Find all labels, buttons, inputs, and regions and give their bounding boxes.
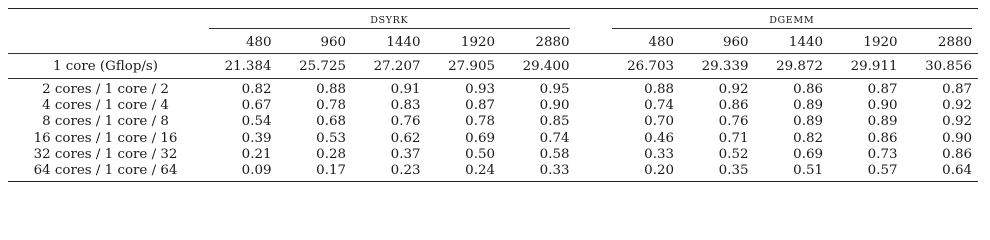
table-cell: 0.90 — [539, 98, 570, 114]
size-header: 1920 — [460, 35, 495, 50]
table-cell: 0.17 — [316, 163, 346, 179]
table-cell: 29.911 — [850, 58, 898, 74]
size-header: 1920 — [863, 35, 898, 50]
table-cell: 21.384 — [224, 58, 272, 74]
table-cell: 0.64 — [942, 163, 972, 179]
table-cell: 0.86 — [867, 130, 898, 146]
size-header: 960 — [722, 35, 749, 50]
table-cell: 27.905 — [448, 58, 495, 74]
table-cell: 0.91 — [390, 82, 421, 98]
table-cell: 0.54 — [241, 114, 272, 130]
table-row — [8, 79, 978, 99]
column-gap — [576, 114, 606, 130]
group-label-dsyrk: DSYRK — [209, 15, 570, 29]
table-cell: 0.35 — [718, 163, 749, 179]
table-cell: 0.90 — [942, 130, 972, 146]
table-cell: 0.37 — [390, 146, 421, 162]
group-header-dgemm — [606, 9, 979, 33]
table-cell: 0.85 — [539, 114, 570, 130]
table-cell: 0.88 — [316, 82, 346, 98]
row-label: 1 core (Gflop/s) — [52, 58, 158, 74]
column-gap — [576, 147, 606, 163]
ratio-rows — [8, 79, 978, 182]
table-cell: 0.74 — [644, 98, 674, 114]
table-cell: 0.70 — [644, 114, 674, 130]
table-cell: 0.51 — [793, 163, 823, 179]
table-cell: 0.82 — [241, 82, 272, 98]
group-header-dsyrk — [203, 9, 576, 33]
table-cell: 0.88 — [644, 82, 674, 98]
table-cell: 0.33 — [539, 163, 570, 179]
table-cell: 29.400 — [522, 58, 570, 74]
table-cell: 0.33 — [644, 146, 674, 162]
table-cell: 0.21 — [241, 146, 272, 162]
size-header: 480 — [648, 35, 674, 50]
row-label: 32 cores / 1 core / 32 — [33, 146, 178, 162]
table-cell: 0.76 — [718, 114, 749, 130]
table-cell: 0.90 — [867, 98, 898, 114]
row-label: 64 cores / 1 core / 64 — [33, 163, 178, 179]
table-cell: 0.68 — [316, 114, 346, 130]
row-label: 2 cores / 1 core / 2 — [42, 82, 169, 98]
table-cell: 0.58 — [539, 146, 570, 162]
row-label: 4 cores / 1 core / 4 — [42, 98, 169, 114]
column-gap — [576, 79, 606, 99]
table-cell: 0.24 — [465, 163, 495, 179]
table-cell: 0.71 — [718, 130, 749, 146]
size-header: 2880 — [535, 35, 570, 50]
table-cell: 0.86 — [942, 146, 972, 162]
group-header-row — [8, 9, 978, 33]
table-cell: 29.872 — [776, 58, 823, 74]
table-cell: 0.89 — [867, 114, 898, 130]
table-cell: 0.76 — [390, 114, 421, 130]
column-gap — [576, 163, 606, 182]
table-cell: 25.725 — [299, 58, 346, 74]
table-row — [8, 114, 978, 130]
table-cell: 0.78 — [465, 114, 495, 130]
table-cell: 0.53 — [316, 130, 346, 146]
table-cell: 0.93 — [465, 82, 495, 98]
table-row — [8, 131, 978, 147]
row-label: 8 cores / 1 core / 8 — [42, 114, 169, 130]
table-cell: 0.73 — [867, 146, 898, 162]
table-cell: 0.86 — [793, 82, 823, 98]
table-row — [8, 163, 978, 182]
table-cell: 0.89 — [793, 114, 823, 130]
table-cell: 0.52 — [718, 146, 749, 162]
table-row — [8, 147, 978, 163]
size-header: 1440 — [386, 35, 421, 50]
table-cell: 0.67 — [241, 98, 272, 114]
table-cell: 0.09 — [241, 163, 272, 179]
size-header: 2880 — [937, 35, 972, 50]
table-cell: 0.28 — [316, 146, 346, 162]
column-gap — [576, 98, 606, 114]
group-label-dgemm: DGEMM — [612, 15, 973, 29]
table-cell: 0.83 — [390, 98, 421, 114]
table-cell: 0.39 — [241, 130, 272, 146]
table-cell: 0.20 — [644, 163, 674, 179]
table-cell: 29.339 — [701, 58, 749, 74]
table-cell: 0.50 — [465, 146, 495, 162]
table-row — [8, 98, 978, 114]
results-table — [8, 8, 978, 182]
baseline-row — [8, 54, 978, 79]
column-gap — [576, 131, 606, 147]
table-cell: 0.87 — [942, 82, 972, 98]
table-cell: 0.57 — [867, 163, 898, 179]
table-cell: 0.92 — [942, 114, 972, 130]
table-cell: 0.46 — [644, 130, 674, 146]
table-cell: 0.87 — [465, 98, 495, 114]
table-cell: 0.69 — [465, 130, 495, 146]
table-cell: 0.74 — [539, 130, 570, 146]
table-cell: 0.82 — [793, 130, 823, 146]
size-header: 960 — [320, 35, 346, 50]
size-header-row — [8, 32, 978, 54]
table-cell: 0.89 — [793, 98, 823, 114]
table-cell: 0.23 — [390, 163, 421, 179]
table-cell: 0.69 — [793, 146, 823, 162]
table-cell: 26.703 — [627, 58, 674, 74]
table-cell: 0.87 — [867, 82, 898, 98]
row-label: 16 cores / 1 core / 16 — [33, 130, 178, 146]
table-cell: 0.92 — [718, 82, 749, 98]
table-cell: 0.95 — [539, 82, 570, 98]
table-cell: 0.92 — [942, 98, 972, 114]
table-cell: 0.78 — [316, 98, 346, 114]
table-cell: 0.86 — [718, 98, 749, 114]
table-cell: 0.62 — [390, 130, 421, 146]
size-header: 480 — [245, 35, 272, 50]
table-cell: 27.207 — [373, 58, 421, 74]
size-header: 1440 — [788, 35, 823, 50]
table-cell: 30.856 — [925, 58, 972, 74]
